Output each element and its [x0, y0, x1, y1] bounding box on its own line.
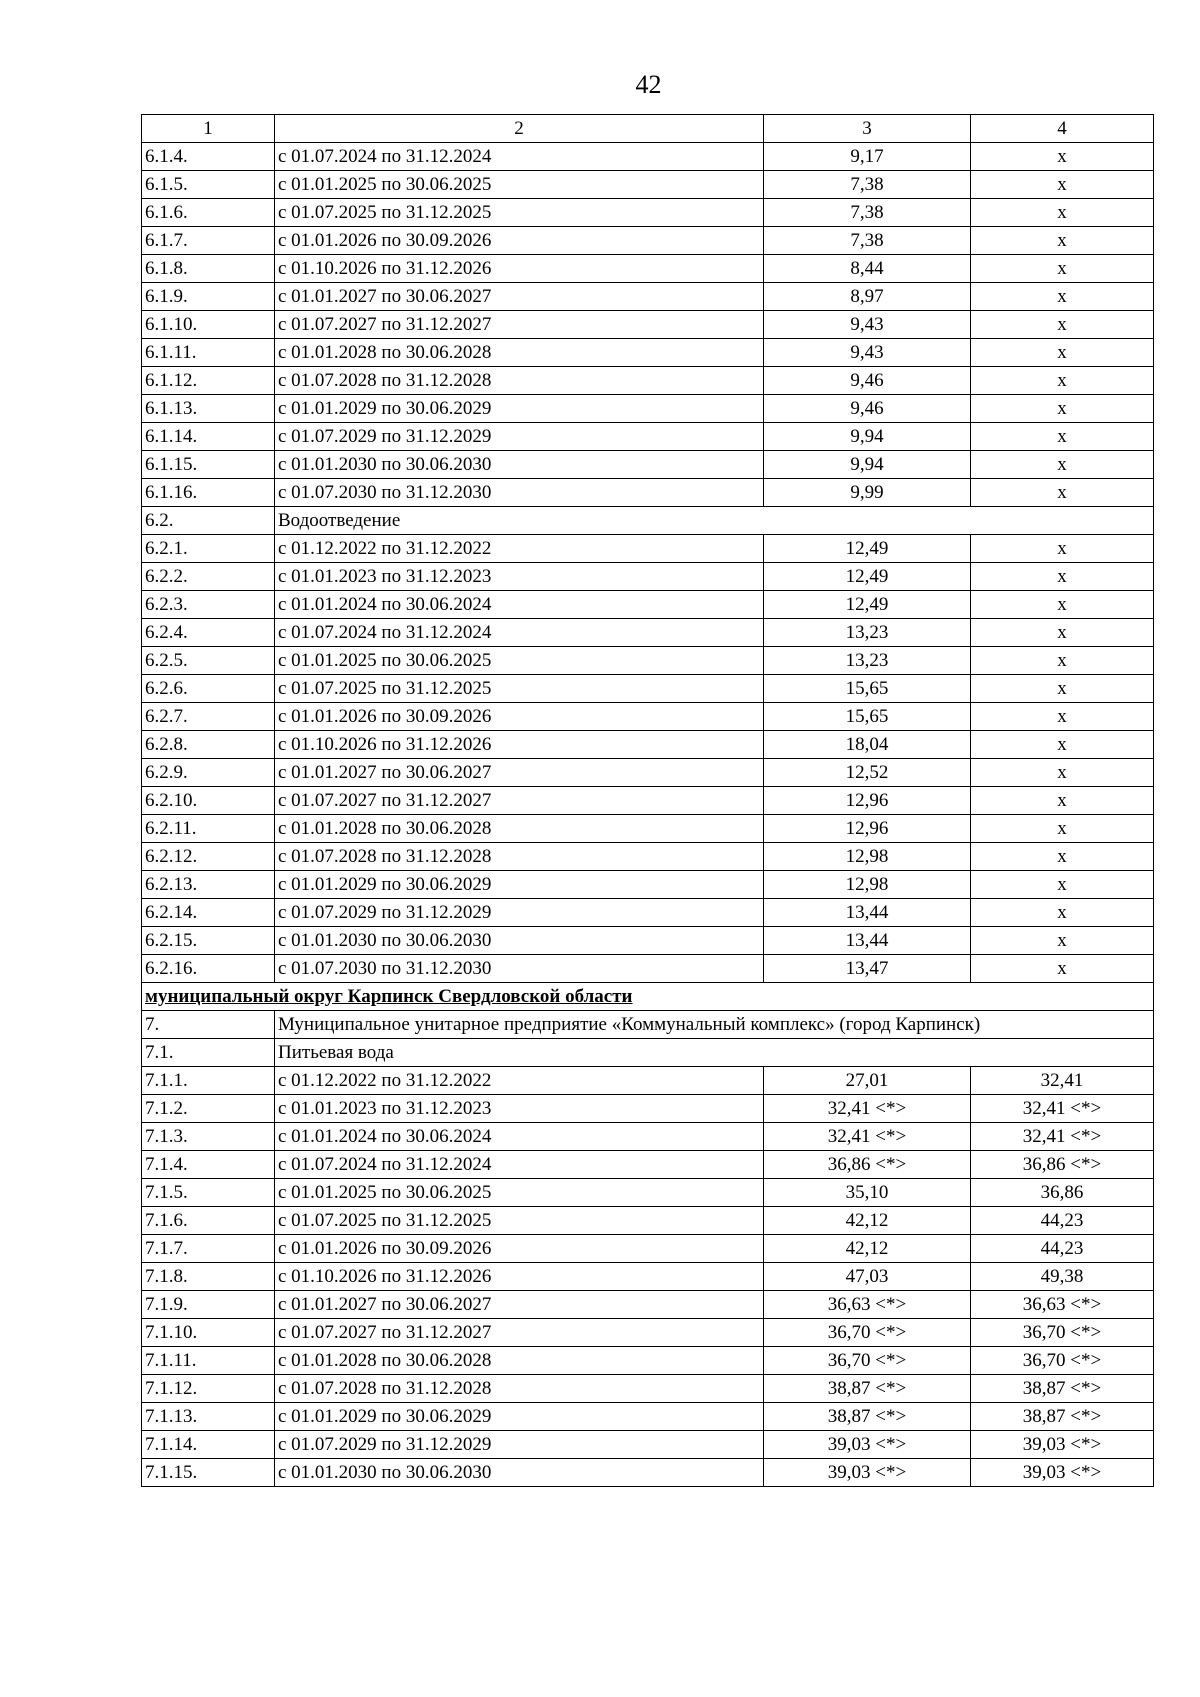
tariff-row	[142, 591, 1154, 619]
tariff-row	[142, 1235, 1154, 1263]
tariff-row	[142, 255, 1154, 283]
period-cell: с 01.01.2026 по 30.09.2026	[275, 1235, 764, 1263]
tariff-row	[142, 1095, 1154, 1123]
municipality-row	[142, 983, 1154, 1011]
value-cell-col3: 36,63 <*>	[764, 1291, 971, 1319]
value-cell-col4: 32,41	[971, 1067, 1154, 1095]
period-cell: с 01.10.2026 по 31.12.2026	[275, 731, 764, 759]
tariff-row	[142, 563, 1154, 591]
row-number: 7.	[142, 1011, 275, 1039]
value-cell-col3: 7,38	[764, 171, 971, 199]
tariff-row	[142, 1459, 1154, 1487]
tariff-row	[142, 703, 1154, 731]
row-number: 6.2.10.	[142, 787, 275, 815]
value-cell-col4: 44,23	[971, 1207, 1154, 1235]
period-cell: с 01.01.2030 по 30.06.2030	[275, 451, 764, 479]
value-cell-col4: х	[971, 255, 1154, 283]
row-number: 6.1.14.	[142, 423, 275, 451]
value-cell-col3: 32,41 <*>	[764, 1123, 971, 1151]
tariff-row	[142, 451, 1154, 479]
value-cell-col4: х	[971, 143, 1154, 171]
period-cell: с 01.07.2024 по 31.12.2024	[275, 1151, 764, 1179]
value-cell-col3: 12,96	[764, 787, 971, 815]
tariff-row	[142, 311, 1154, 339]
tariff-row	[142, 1207, 1154, 1235]
value-cell-col3: 32,41 <*>	[764, 1095, 971, 1123]
tariff-row	[142, 1263, 1154, 1291]
value-cell-col3: 36,70 <*>	[764, 1347, 971, 1375]
tariff-table-body	[142, 115, 1154, 1487]
value-cell-col3: 15,65	[764, 675, 971, 703]
row-number: 6.2.2.	[142, 563, 275, 591]
value-cell-col3: 42,12	[764, 1235, 971, 1263]
tariff-row	[142, 843, 1154, 871]
row-number: 6.2.	[142, 507, 275, 535]
period-cell: с 01.10.2026 по 31.12.2026	[275, 255, 764, 283]
tariff-row	[142, 1319, 1154, 1347]
value-cell-col4: 38,87 <*>	[971, 1375, 1154, 1403]
period-cell: с 01.07.2027 по 31.12.2027	[275, 1319, 764, 1347]
row-number: 7.1.8.	[142, 1263, 275, 1291]
value-cell-col3: 13,23	[764, 619, 971, 647]
tariff-row	[142, 619, 1154, 647]
row-number: 6.2.14.	[142, 899, 275, 927]
value-cell-col3: 9,94	[764, 451, 971, 479]
value-cell-col3: 27,01	[764, 1067, 971, 1095]
period-cell: с 01.01.2030 по 30.06.2030	[275, 1459, 764, 1487]
value-cell-col3: 36,70 <*>	[764, 1319, 971, 1347]
section-row	[142, 1039, 1154, 1067]
tariff-row	[142, 199, 1154, 227]
period-cell: с 01.01.2024 по 30.06.2024	[275, 1123, 764, 1151]
period-cell: с 01.07.2025 по 31.12.2025	[275, 1207, 764, 1235]
row-number: 7.1.4.	[142, 1151, 275, 1179]
tariff-row	[142, 871, 1154, 899]
value-cell-col3: 39,03 <*>	[764, 1459, 971, 1487]
tariff-row	[142, 787, 1154, 815]
value-cell-col4: 39,03 <*>	[971, 1459, 1154, 1487]
period-cell: с 01.12.2022 по 31.12.2022	[275, 535, 764, 563]
tariff-table	[141, 114, 1154, 1487]
value-cell-col4: х	[971, 927, 1154, 955]
column-number: 3	[764, 115, 971, 143]
row-number: 6.1.12.	[142, 367, 275, 395]
value-cell-col3: 12,52	[764, 759, 971, 787]
row-number: 6.1.15.	[142, 451, 275, 479]
row-number: 6.2.6.	[142, 675, 275, 703]
value-cell-col4: х	[971, 591, 1154, 619]
tariff-row	[142, 759, 1154, 787]
tariff-row	[142, 367, 1154, 395]
tariff-row	[142, 955, 1154, 983]
value-cell-col3: 9,99	[764, 479, 971, 507]
value-cell-col4: х	[971, 647, 1154, 675]
section-row	[142, 1011, 1154, 1039]
period-cell: с 01.01.2029 по 30.06.2029	[275, 871, 764, 899]
period-cell: с 01.07.2030 по 31.12.2030	[275, 955, 764, 983]
value-cell-col4: х	[971, 563, 1154, 591]
period-cell: с 01.07.2029 по 31.12.2029	[275, 1431, 764, 1459]
period-cell: с 01.01.2026 по 30.09.2026	[275, 227, 764, 255]
period-cell: с 01.07.2025 по 31.12.2025	[275, 675, 764, 703]
row-number: 6.1.4.	[142, 143, 275, 171]
value-cell-col4: 36,70 <*>	[971, 1319, 1154, 1347]
tariff-row	[142, 171, 1154, 199]
row-number: 6.1.5.	[142, 171, 275, 199]
value-cell-col4: 44,23	[971, 1235, 1154, 1263]
period-cell: с 01.12.2022 по 31.12.2022	[275, 1067, 764, 1095]
value-cell-col3: 35,10	[764, 1179, 971, 1207]
period-cell: с 01.01.2024 по 30.06.2024	[275, 591, 764, 619]
section-row	[142, 507, 1154, 535]
tariff-row	[142, 479, 1154, 507]
value-cell-col3: 8,44	[764, 255, 971, 283]
row-number: 7.1.3.	[142, 1123, 275, 1151]
period-cell: с 01.07.2028 по 31.12.2028	[275, 1375, 764, 1403]
period-cell: с 01.01.2025 по 30.06.2025	[275, 647, 764, 675]
row-number: 6.2.13.	[142, 871, 275, 899]
tariff-row	[142, 1123, 1154, 1151]
section-label: Муниципальное унитарное предприятие «Коммунальный комплекс» (город Карпинск)	[275, 1011, 1154, 1039]
value-cell-col4: х	[971, 339, 1154, 367]
tariff-row	[142, 227, 1154, 255]
row-number: 7.1.2.	[142, 1095, 275, 1123]
row-number: 6.2.9.	[142, 759, 275, 787]
page-number: 42	[635, 70, 662, 99]
value-cell-col4: х	[971, 955, 1154, 983]
period-cell: с 01.07.2025 по 31.12.2025	[275, 199, 764, 227]
period-cell: с 01.01.2029 по 30.06.2029	[275, 395, 764, 423]
row-number: 6.2.7.	[142, 703, 275, 731]
value-cell-col4: 36,63 <*>	[971, 1291, 1154, 1319]
tariff-row	[142, 395, 1154, 423]
value-cell-col3: 9,46	[764, 367, 971, 395]
tariff-row	[142, 1375, 1154, 1403]
value-cell-col3: 9,46	[764, 395, 971, 423]
value-cell-col4: х	[971, 479, 1154, 507]
value-cell-col3: 36,86 <*>	[764, 1151, 971, 1179]
value-cell-col3: 7,38	[764, 199, 971, 227]
tariff-row	[142, 423, 1154, 451]
tariff-row	[142, 675, 1154, 703]
tariff-row	[142, 899, 1154, 927]
section-label: Водоотведение	[275, 507, 1154, 535]
tariff-row	[142, 1179, 1154, 1207]
period-cell: с 01.01.2028 по 30.06.2028	[275, 815, 764, 843]
value-cell-col4: х	[971, 703, 1154, 731]
value-cell-col4: 32,41 <*>	[971, 1095, 1154, 1123]
value-cell-col4: 39,03 <*>	[971, 1431, 1154, 1459]
value-cell-col4: х	[971, 871, 1154, 899]
column-number: 2	[275, 115, 764, 143]
value-cell-col3: 15,65	[764, 703, 971, 731]
period-cell: с 01.01.2023 по 31.12.2023	[275, 563, 764, 591]
value-cell-col4: х	[971, 619, 1154, 647]
value-cell-col4: х	[971, 367, 1154, 395]
row-number: 6.2.16.	[142, 955, 275, 983]
row-number: 7.1.10.	[142, 1319, 275, 1347]
period-cell: с 01.01.2025 по 30.06.2025	[275, 1179, 764, 1207]
tariff-row	[142, 339, 1154, 367]
value-cell-col3: 7,38	[764, 227, 971, 255]
tariff-row	[142, 731, 1154, 759]
municipality-label: муниципальный округ Карпинск Свердловской области	[142, 983, 1154, 1011]
period-cell: с 01.01.2030 по 30.06.2030	[275, 927, 764, 955]
value-cell-col3: 12,49	[764, 563, 971, 591]
period-cell: с 01.10.2026 по 31.12.2026	[275, 1263, 764, 1291]
value-cell-col4: х	[971, 535, 1154, 563]
value-cell-col4: х	[971, 395, 1154, 423]
value-cell-col3: 9,43	[764, 311, 971, 339]
period-cell: с 01.01.2029 по 30.06.2029	[275, 1403, 764, 1431]
tariff-row	[142, 1347, 1154, 1375]
period-cell: с 01.01.2027 по 30.06.2027	[275, 283, 764, 311]
tariff-row	[142, 1151, 1154, 1179]
tariff-row	[142, 1431, 1154, 1459]
value-cell-col4: х	[971, 899, 1154, 927]
value-cell-col4: х	[971, 451, 1154, 479]
value-cell-col4: 32,41 <*>	[971, 1123, 1154, 1151]
value-cell-col4: х	[971, 227, 1154, 255]
value-cell-col3: 39,03 <*>	[764, 1431, 971, 1459]
period-cell: с 01.07.2027 по 31.12.2027	[275, 311, 764, 339]
row-number: 7.1.14.	[142, 1431, 275, 1459]
column-number-row	[142, 115, 1154, 143]
row-number: 6.2.1.	[142, 535, 275, 563]
period-cell: с 01.07.2024 по 31.12.2024	[275, 143, 764, 171]
value-cell-col4: х	[971, 731, 1154, 759]
period-cell: с 01.01.2028 по 30.06.2028	[275, 339, 764, 367]
row-number: 7.1.12.	[142, 1375, 275, 1403]
value-cell-col3: 8,97	[764, 283, 971, 311]
row-number: 7.1.15.	[142, 1459, 275, 1487]
value-cell-col3: 12,98	[764, 843, 971, 871]
period-cell: с 01.07.2028 по 31.12.2028	[275, 843, 764, 871]
tariff-row	[142, 283, 1154, 311]
value-cell-col4: 36,86	[971, 1179, 1154, 1207]
value-cell-col4: 36,86 <*>	[971, 1151, 1154, 1179]
value-cell-col3: 13,44	[764, 899, 971, 927]
period-cell: с 01.07.2030 по 31.12.2030	[275, 479, 764, 507]
row-number: 6.2.3.	[142, 591, 275, 619]
column-number: 4	[971, 115, 1154, 143]
row-number: 6.2.15.	[142, 927, 275, 955]
tariff-row	[142, 927, 1154, 955]
row-number: 6.1.13.	[142, 395, 275, 423]
value-cell-col4: х	[971, 675, 1154, 703]
value-cell-col3: 13,23	[764, 647, 971, 675]
period-cell: с 01.01.2028 по 30.06.2028	[275, 1347, 764, 1375]
period-cell: с 01.07.2028 по 31.12.2028	[275, 367, 764, 395]
tariff-row	[142, 647, 1154, 675]
tariff-row	[142, 1403, 1154, 1431]
value-cell-col4: х	[971, 199, 1154, 227]
tariff-row	[142, 1291, 1154, 1319]
period-cell: с 01.01.2027 по 30.06.2027	[275, 1291, 764, 1319]
period-cell: с 01.07.2029 по 31.12.2029	[275, 423, 764, 451]
row-number: 6.1.7.	[142, 227, 275, 255]
value-cell-col4: х	[971, 423, 1154, 451]
row-number: 6.1.11.	[142, 339, 275, 367]
row-number: 6.2.4.	[142, 619, 275, 647]
tariff-row	[142, 1067, 1154, 1095]
value-cell-col3: 13,47	[764, 955, 971, 983]
value-cell-col4: х	[971, 787, 1154, 815]
row-number: 7.1.1.	[142, 1067, 275, 1095]
row-number: 6.2.12.	[142, 843, 275, 871]
tariff-row	[142, 815, 1154, 843]
row-number: 7.1.5.	[142, 1179, 275, 1207]
value-cell-col4: х	[971, 759, 1154, 787]
row-number: 6.1.16.	[142, 479, 275, 507]
row-number: 6.1.6.	[142, 199, 275, 227]
column-number: 1	[142, 115, 275, 143]
row-number: 6.2.5.	[142, 647, 275, 675]
value-cell-col4: х	[971, 171, 1154, 199]
row-number: 6.1.9.	[142, 283, 275, 311]
row-number: 7.1.13.	[142, 1403, 275, 1431]
period-cell: с 01.01.2025 по 30.06.2025	[275, 171, 764, 199]
value-cell-col4: х	[971, 283, 1154, 311]
row-number: 7.1.11.	[142, 1347, 275, 1375]
value-cell-col3: 9,94	[764, 423, 971, 451]
tariff-row	[142, 535, 1154, 563]
row-number: 6.1.10.	[142, 311, 275, 339]
period-cell: с 01.01.2027 по 30.06.2027	[275, 759, 764, 787]
tariff-row	[142, 143, 1154, 171]
period-cell: с 01.07.2029 по 31.12.2029	[275, 899, 764, 927]
row-number: 6.1.8.	[142, 255, 275, 283]
value-cell-col4: х	[971, 311, 1154, 339]
value-cell-col4: х	[971, 843, 1154, 871]
value-cell-col3: 12,49	[764, 535, 971, 563]
value-cell-col3: 42,12	[764, 1207, 971, 1235]
value-cell-col3: 12,96	[764, 815, 971, 843]
period-cell: с 01.07.2024 по 31.12.2024	[275, 619, 764, 647]
value-cell-col3: 13,44	[764, 927, 971, 955]
row-number: 7.1.7.	[142, 1235, 275, 1263]
value-cell-col4: 38,87 <*>	[971, 1403, 1154, 1431]
value-cell-col3: 9,17	[764, 143, 971, 171]
value-cell-col4: х	[971, 815, 1154, 843]
period-cell: с 01.01.2026 по 30.09.2026	[275, 703, 764, 731]
value-cell-col3: 12,49	[764, 591, 971, 619]
value-cell-col3: 38,87 <*>	[764, 1375, 971, 1403]
value-cell-col4: 49,38	[971, 1263, 1154, 1291]
row-number: 7.1.9.	[142, 1291, 275, 1319]
row-number: 6.2.8.	[142, 731, 275, 759]
period-cell: с 01.01.2023 по 31.12.2023	[275, 1095, 764, 1123]
row-number: 7.1.6.	[142, 1207, 275, 1235]
value-cell-col3: 9,43	[764, 339, 971, 367]
row-number: 7.1.	[142, 1039, 275, 1067]
section-label: Питьевая вода	[275, 1039, 1154, 1067]
value-cell-col3: 18,04	[764, 731, 971, 759]
value-cell-col4: 36,70 <*>	[971, 1347, 1154, 1375]
value-cell-col3: 38,87 <*>	[764, 1403, 971, 1431]
period-cell: с 01.07.2027 по 31.12.2027	[275, 787, 764, 815]
row-number: 6.2.11.	[142, 815, 275, 843]
value-cell-col3: 47,03	[764, 1263, 971, 1291]
value-cell-col3: 12,98	[764, 871, 971, 899]
